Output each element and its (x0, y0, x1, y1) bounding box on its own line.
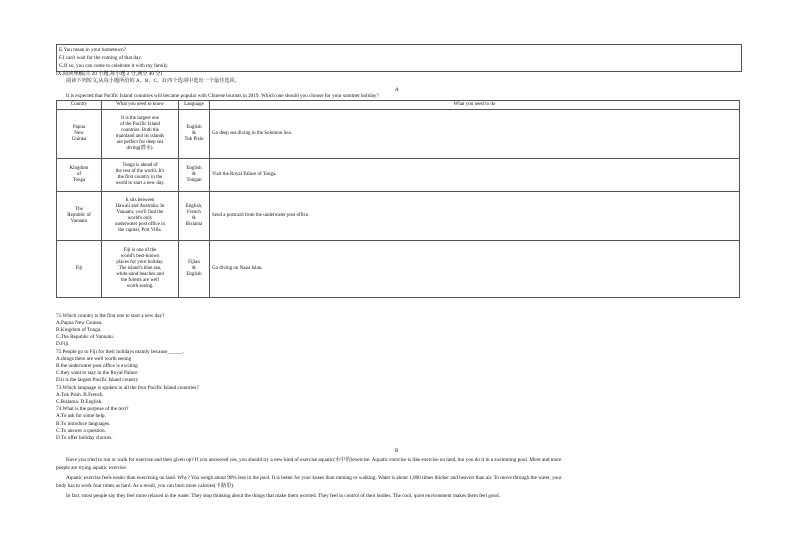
question-line: C.Bislama. D.English. (56, 399, 103, 405)
cell-language: English & Tongan (179, 159, 210, 192)
table-row (57, 241, 740, 298)
table-row (57, 192, 740, 241)
header-language: Language (179, 101, 210, 110)
cell-know: It sits between Hawaii and Australia. In Vanuatu, you'll find the world's only underwater post office in the capital, Port Villa. (102, 192, 179, 241)
option-f: F.I can't wait for the coming of that day. (59, 55, 142, 61)
cell-do: Send a postcard from the underwater post office. (210, 192, 740, 241)
cell-country: Papua New Guinea (57, 110, 102, 159)
options-box (56, 44, 742, 72)
passage-b-line: Aquatic exercise feels easier than exercising on land. Why? You weigh about 90% less in the pool. It is better for your knees than running or walking. Water is about 1,000 times thicker and heavier than air. To move through the water, your (66, 475, 562, 481)
section-instruction: 阅读下列短文,从每小题所给的 A、B、C、D 四个选项中选出一个最佳选项。 (66, 78, 240, 84)
table-header-row (57, 101, 740, 110)
passage-b-line: people are trying aquatic exercise. (56, 465, 128, 471)
question-line: C.To answer a question. (56, 428, 106, 434)
passage-b-label: B (395, 448, 399, 454)
cell-language: English & Tok Pisin (179, 110, 210, 159)
question-line: C.they want to stay in the Royal Palace (56, 370, 138, 376)
question-line: 71.Which country is the first one to start a new day? (56, 313, 165, 319)
cell-country: Kingdom of Tonga (57, 159, 102, 192)
question-line: B.the underwater post office is exciting (56, 363, 138, 369)
section-heading: IX.阅读理解(共 20 小题,每小题 2 分,满分 40 分) (56, 71, 163, 77)
passage-b-line: body has to work four times as hard. As a result, you can burn more calories(卡路里). (56, 483, 235, 489)
header-know: What you need to know (102, 101, 179, 110)
header-country: Country (57, 101, 102, 110)
cell-do: Go diving on Nana Islan. (210, 241, 740, 298)
cell-language: English, French & Bislama (179, 192, 210, 241)
cell-language: Fijian & English (179, 241, 210, 298)
question-line: A.Tok Pisin. B.French. (56, 392, 104, 398)
cell-country: The Republic of Vanuatu (57, 192, 102, 241)
travel-table (56, 100, 740, 298)
option-e: E.You mean in your hometown? (59, 47, 127, 53)
table-row (57, 159, 740, 192)
cell-do: Visit the Royal Palace of Tonga. (210, 159, 740, 192)
cell-do: Go deep sea diving in the Solomon Sea. (210, 110, 740, 159)
question-line: A.Papua New Guinea. (56, 320, 103, 326)
cell-know: Tonga is ahead of the rest of the world. It's the first country in the world to start a new day. (102, 159, 179, 192)
question-line: A.To ask for some help. (56, 413, 106, 419)
question-line: C.The Republic of Vanuatu. (56, 334, 114, 340)
question-line: A.things there are well worth seeing (56, 356, 132, 362)
question-line: B.Kingdom of Tonga. (56, 327, 102, 333)
passage-b-line: Have you tried to run or walk for exercise and then given up? If you answered yes, you should try a new kind of exercise aquatic(水中的)exercise. Aquatic exercise is like exercise on land, but you do it in a swimming pool. More and more (66, 457, 562, 463)
question-line: D.it is the largest Pacific Island country (56, 377, 139, 383)
question-line: B.To introduce languages. (56, 421, 111, 427)
cell-know: It is the largest one of the Pacific Island countries. Both the mainland and its islands are perfect for deep sea diving(潜水). (102, 110, 179, 159)
question-line: 74.What is the purpose of the text? (56, 406, 129, 412)
question-line: D.Fiji. (56, 341, 70, 347)
passage-a-intro: It is expected that Pacific Island countries will became popular with Chinese tourists in 2019. Which one should you choose for your summer holiday? (66, 93, 379, 99)
question-line: 73.Which language is spoken in all the four Pacific Island countries? (56, 385, 199, 391)
option-g: G.If so, you can come to celebrate it with my family. (59, 63, 169, 69)
cell-know: Fiji is one of the world's best-known places for your holiday. The island's blue sea, white-sand beaches and the forests are well worth seeing. (102, 241, 179, 298)
table-row (57, 110, 740, 159)
passage-a-label: A (395, 87, 399, 93)
question-line: 72.People go to Fiji for their holidays mainly because______. (56, 349, 185, 355)
cell-country: Fiji (57, 241, 102, 298)
header-do: What you need to do (210, 101, 740, 110)
question-line: D.To offer holiday choices. (56, 435, 113, 441)
passage-b-line: In fact, most people say they feel more relaxed in the water. They stop thinking about the things that make them worried. They feel in control of their bodies. The cool, quiet environment makes them feel good. (66, 493, 500, 499)
